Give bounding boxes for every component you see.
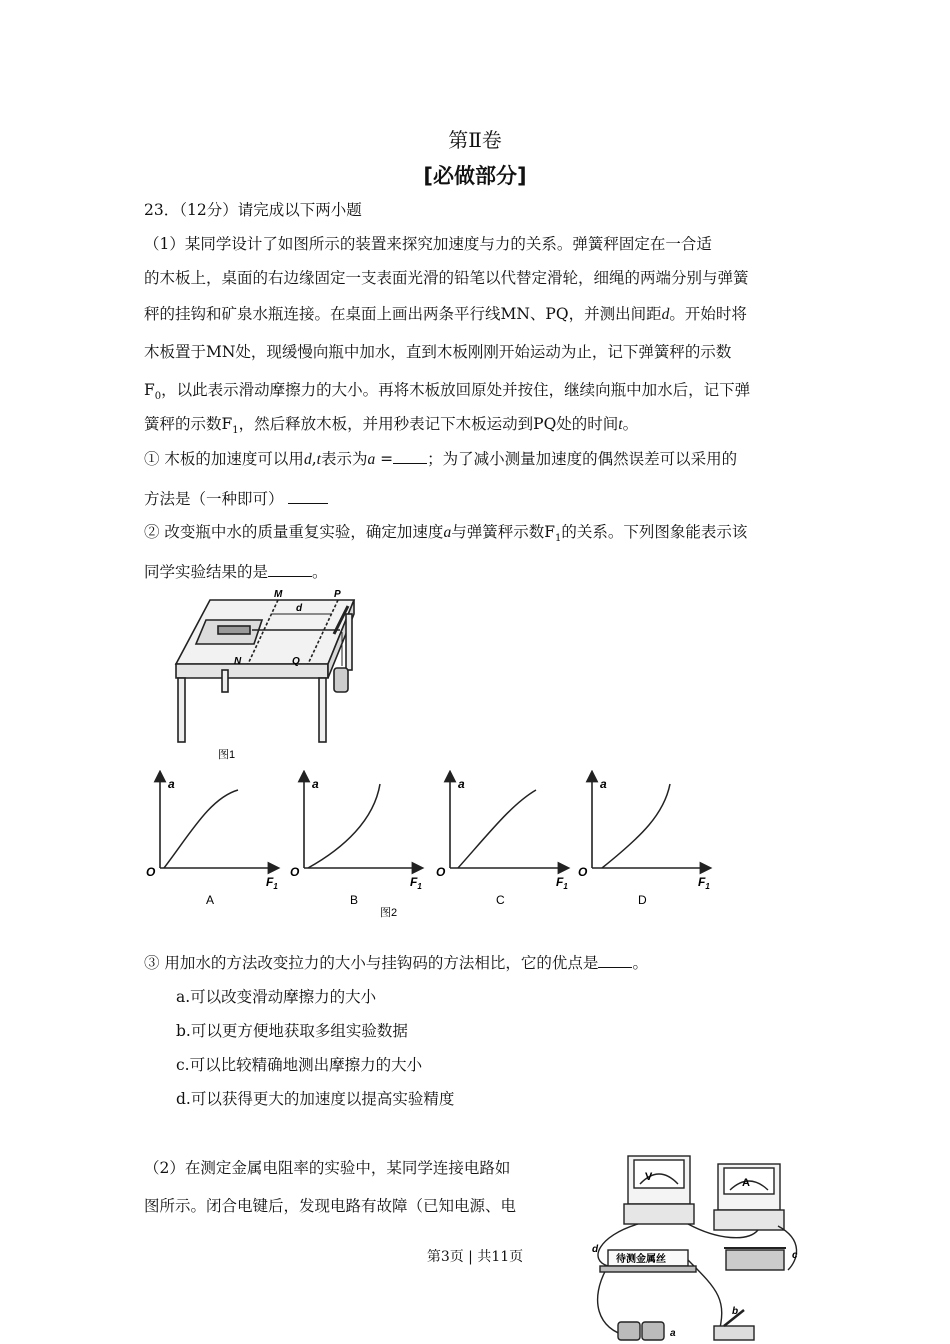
part-2-line1: （2）在测定金属电阻率的实验中，某同学连接电路如 bbox=[144, 1159, 511, 1177]
origin-label: O bbox=[578, 865, 588, 879]
switch-base bbox=[714, 1326, 754, 1340]
voltmeter-label: V bbox=[645, 1171, 653, 1183]
option-a: a.可以改变滑动摩擦力的大小 bbox=[176, 988, 377, 1006]
terminal-b: b bbox=[732, 1306, 739, 1317]
x-axis-subscript: 1 bbox=[705, 882, 710, 891]
water-bottle bbox=[334, 668, 348, 692]
option-d: d.可以获得更大的加速度以提高实验精度 bbox=[176, 1090, 455, 1108]
answer-blank[interactable] bbox=[268, 562, 312, 577]
table-edge bbox=[176, 664, 328, 678]
paragraph-line: 秤的挂钩和矿泉水瓶连接。在桌面上画出两条平行线MN、PQ，并测出间距d。开始时将 bbox=[144, 305, 747, 323]
x-axis-subscript: 1 bbox=[417, 882, 422, 891]
answer-blank[interactable] bbox=[393, 449, 427, 464]
table-leg bbox=[178, 678, 185, 742]
spring-scale bbox=[218, 626, 250, 634]
graph-c bbox=[436, 776, 568, 907]
terminal-a: a bbox=[670, 1328, 676, 1339]
graph-b bbox=[290, 776, 422, 907]
paragraph-line: 的木板上，桌面的右边缘固定一支表面光滑的铅笔以代替定滑轮，细绳的两端分别与弹簧 bbox=[144, 269, 749, 287]
figure-2-caption: 图2 bbox=[380, 907, 398, 919]
label-d: d bbox=[296, 603, 303, 614]
y-axis-label: a bbox=[168, 777, 175, 791]
y-axis-label: a bbox=[458, 777, 465, 791]
paragraph-line: 簧秤的示数$F_1$，然后释放木板，并用秒表记下木板运动到PQ处的时间t。 bbox=[144, 415, 639, 437]
figure-1-caption: 图1 bbox=[218, 749, 236, 761]
terminal-d: d bbox=[592, 1244, 599, 1255]
graph-option-label: D bbox=[638, 893, 647, 907]
graph-option-label: A bbox=[206, 893, 215, 907]
graph-d bbox=[578, 776, 710, 907]
option-b: b.可以更方便地获取多组实验数据 bbox=[176, 1022, 408, 1040]
answer-blank[interactable] bbox=[288, 489, 328, 504]
graph-curve bbox=[308, 784, 380, 868]
part-2-line2: 图所示。闭合电键后，发现电路有故障（已知电源、电 bbox=[144, 1197, 517, 1215]
battery-cell bbox=[618, 1322, 640, 1340]
option-c: c.可以比较精确地测出摩擦力的大小 bbox=[176, 1056, 423, 1074]
graph-option-label: B bbox=[350, 893, 359, 907]
paragraph-line: （1）某同学设计了如图所示的装置来探究加速度与力的关系。弹簧秤固定在一合适 bbox=[144, 235, 712, 253]
table-leg bbox=[346, 614, 352, 670]
page-footer: 第3页 | 共11页 bbox=[426, 1249, 524, 1265]
x-axis-label: $F_1$ bbox=[266, 875, 278, 891]
x-axis-subscript: 1 bbox=[563, 882, 568, 891]
subquestion-1: ① 木板的加速度可以用d,t表示为a = ；为了减小测量加速度的偶然误差可以采用的 bbox=[144, 450, 738, 468]
variable-d: d bbox=[661, 306, 670, 323]
subquestion-1-line2: 方法是（一种即可） bbox=[144, 489, 328, 509]
question-heading: 23．（12分）请完成以下两小题 bbox=[144, 201, 362, 219]
answer-blank[interactable] bbox=[598, 953, 632, 968]
subquestion-2-line2: 同学实验结果的是 。 bbox=[144, 563, 328, 581]
graph-curve bbox=[458, 790, 536, 868]
x-axis-label: $F_1$ bbox=[698, 875, 710, 891]
terminal-c: c bbox=[792, 1250, 798, 1261]
metal-wire-label: 待测金属丝 bbox=[616, 1254, 666, 1265]
table-leg bbox=[319, 678, 326, 742]
graph-a bbox=[146, 776, 278, 907]
subquestion-3: ③ 用加水的方法改变拉力的大小与挂钩码的方法相比，它的优点是 。 bbox=[144, 954, 648, 972]
y-axis-label: a bbox=[600, 777, 607, 791]
voltmeter-base bbox=[624, 1204, 694, 1224]
graph-option-label: C bbox=[496, 893, 505, 907]
x-axis-label: $F_1$ bbox=[556, 875, 568, 891]
label-m: M bbox=[274, 589, 283, 600]
metal-wire-base bbox=[600, 1266, 696, 1272]
graph-curve bbox=[164, 790, 238, 868]
x-axis-label: $F_1$ bbox=[410, 875, 422, 891]
ammeter-label: A bbox=[742, 1177, 750, 1189]
origin-label: O bbox=[290, 865, 300, 879]
y-axis-label: a bbox=[312, 777, 319, 791]
graph-curve bbox=[602, 784, 670, 868]
x-axis-subscript: 1 bbox=[273, 882, 278, 891]
origin-label: O bbox=[436, 865, 446, 879]
figure-1-apparatus bbox=[168, 586, 364, 764]
volume-title: 第Ⅱ卷 bbox=[448, 128, 502, 152]
section-title: [必做部分] bbox=[423, 164, 527, 188]
paragraph-line: $F_0$，以此表示滑动摩擦力的大小。再将木板放回原处并按住，继续向瓶中加水后，记下弹 bbox=[144, 381, 751, 403]
battery-cell bbox=[642, 1322, 664, 1340]
label-p: P bbox=[334, 589, 341, 600]
figure-2-graphs bbox=[140, 770, 720, 922]
paragraph-line: 木板置于MN处，现缓慢向瓶中加水，直到木板刚刚开始运动为止，记下弹簧秤的示数 bbox=[144, 343, 732, 361]
label-q: Q bbox=[292, 656, 300, 667]
subquestion-2: ② 改变瓶中水的质量重复实验，确定加速度a与弹簧秤示数$F_1$的关系。下列图象能表示该 bbox=[144, 523, 748, 545]
table-leg bbox=[222, 670, 228, 692]
label-n: N bbox=[234, 656, 242, 667]
origin-label: O bbox=[146, 865, 156, 879]
ammeter-base bbox=[714, 1210, 784, 1230]
